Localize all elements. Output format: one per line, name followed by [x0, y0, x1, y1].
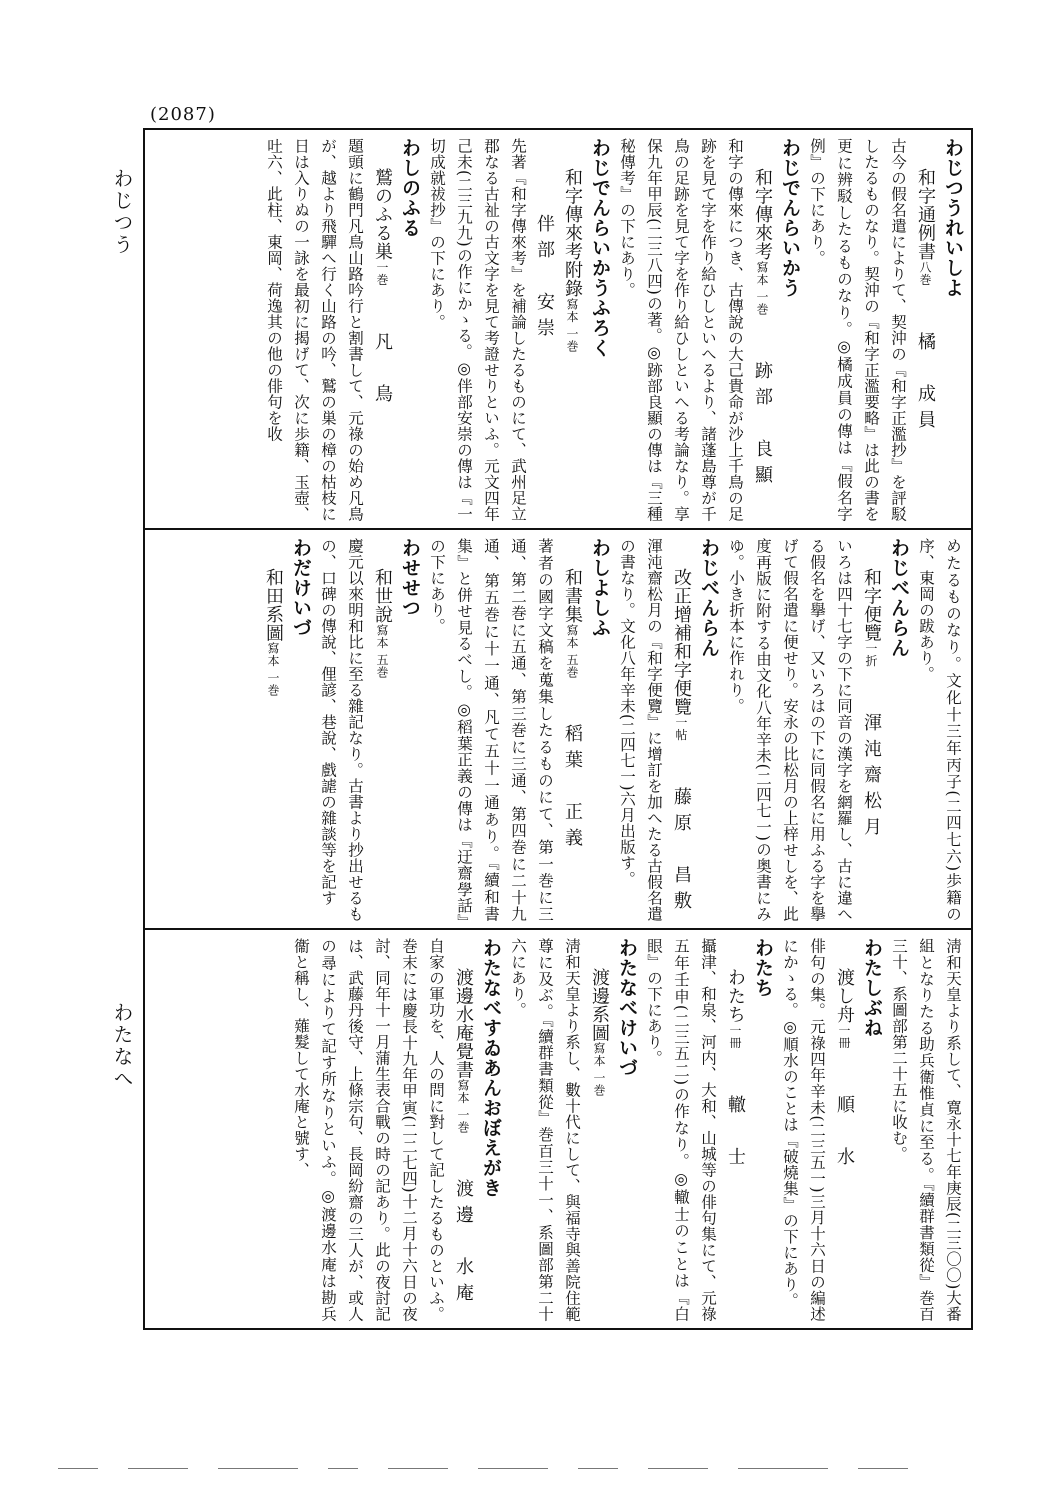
dictionary-entry — [260, 138, 423, 522]
entry-title-line — [368, 538, 396, 922]
entry-title-line — [368, 138, 396, 522]
entry-title-line — [857, 538, 885, 922]
entry-body: 題頭に鶴門凡鳥山路吟行と割書して、元祿の始め凡鳥が、越より飛驒へ行く山路の吟、鷲の巣の樟の枯枝に日は入りぬの一詠を最初に揭げて、次に歩籍、玉壺、吐六、此柱、東岡、荷逸其の他の俳句を收 — [265, 138, 364, 522]
entry-title-line — [911, 138, 939, 522]
volume-count: 寫本 一巻 — [755, 260, 769, 315]
volume-count: 一巻 — [375, 260, 389, 286]
entry-body: 和字の傳來につき、古傳說の大己貴命が沙上千鳥の足跡を見て字を作り給ひしといへるより、諸蓬島尊が千鳥の足跡を見て字を作り給ひしといへる考論なり。享保九年甲辰(二三八四)の著。◎跡部良顯の傳は『三種秘傳考』の下にあり。 — [618, 138, 744, 522]
book-title: 和田系圖 — [263, 568, 284, 642]
book-title: 和字傳來考附錄 — [562, 168, 583, 298]
entry-body: 俳句の集。元祿四年辛未(二三五一)三月十六日の編述にかゝる。◎順水のことは『破燒集』の下にあり。 — [781, 938, 826, 1322]
volume-count: 一折 — [864, 642, 878, 667]
book-title: 渡邊水庵覺書 — [453, 968, 474, 1079]
text-band-middle — [150, 538, 966, 922]
volume-count: 寫本 一巻 — [592, 1042, 606, 1097]
entry-body: いろは四十七字の下に同音の漢字を網羅し、古に違へる假名を擧げ、又いろはの下に同假名に用ふる字を擧げて假名遣に便せり。安永の比松月の上梓せしを、此度再版に附する由文化八年辛未(二四七一)の奥書にみゆ。小き折本に作れり。 — [727, 538, 853, 922]
volume-count: 八巻 — [918, 260, 932, 286]
book-title: 改正增補和字便覽 — [671, 568, 692, 716]
dictionary-entry — [613, 138, 803, 522]
dictionary-entry — [287, 938, 504, 1322]
entry-body: 渾沌齋松月の『和字便覽』に增訂を加へたる古假名遣の書なり。文化八年辛未(二四七一)六月出版す。 — [618, 538, 663, 922]
author-name: 凡 鳥 — [372, 331, 393, 410]
entry-title-line — [259, 538, 287, 922]
book-title: 鷲のふる巣 — [372, 168, 393, 261]
entry-heading: わじつうれいしよ — [942, 138, 964, 298]
text-band-top — [150, 138, 966, 522]
band-divider — [143, 528, 973, 530]
entry-heading: わたなべけいづ — [616, 938, 638, 1078]
band-divider — [143, 928, 973, 930]
page-number: (2087) — [150, 104, 216, 125]
entry-body: 慶元以來明和比に至る雜記なり。古書より抄出せるもの、口碑の傳說、俚諺、巷說、戲謔の雜談等を記す — [319, 538, 364, 922]
entry-title-line — [585, 938, 613, 1322]
book-title: 和字便覽 — [861, 568, 882, 642]
entry-body: 自家の軍功を、人の問に對して記したるものといふ。巻末には慶長十九年甲寅(二二七四)十二月十六日の夜討、同年十一月蒲生表合戰の時の記あり。此の夜討記は、武藤丹後守、上條宗句、長岡紛齋の三人が、或人の尋によりて記す所なりといふ。◎渡邊水庵は勘兵衞と稱し、薙髮して水庵と號す、 — [292, 938, 445, 1322]
author-name: 伴部 安崇 — [534, 214, 555, 344]
dictionary-entry — [423, 538, 613, 922]
entry-title-line — [830, 938, 858, 1322]
dictionary-entry — [504, 938, 640, 1322]
volume-count: 一帖 — [674, 716, 688, 741]
volume-count: 寫本 一巻 — [266, 642, 280, 697]
book-title: わたち — [725, 968, 746, 1024]
dictionary-entry — [613, 538, 722, 922]
dictionary-entry — [803, 138, 966, 522]
entry-body: 著者の國字文稿を蒐集したるものにて、第一巻に三通、第二巻に五通、第三巻に三通、第四巻に二十九通、第五巻に十一通、凡て五十一通あり。『續和書集』と併せ見るべし。◎稻葉正義の傳は『迂齋學話』の下にあり。 — [428, 538, 554, 922]
entry-body: 古今の假名遣によりて、契沖の『和字正濫抄』を評駁したるものなり。契沖の『和字正濫要略』は此の書を更に辨駁したるものなり。◎橘成員の傳は『假名字例』の下にあり。 — [808, 138, 907, 522]
entry-body: 淸和天皇より系して、寛永十七年庚辰(二三〇〇)大番組となりたる助兵衛惟貞に至る。『續群書類從』巻百三十、系圖部第二十五に收む。 — [890, 938, 962, 1322]
entry-heading: わしのふる — [399, 138, 421, 238]
entry-heading: わたなべすゐあんおぼえがき — [480, 938, 502, 1198]
volume-count: 寫本 一巻 — [456, 1079, 470, 1134]
dictionary-entry — [259, 538, 314, 922]
entry-title-line — [748, 138, 776, 522]
entry-title-line — [558, 538, 586, 922]
entry-body: めたるものなり。文化十三年丙子(二四七六)歩籍の序、東岡の跋あり。 — [917, 538, 962, 922]
volume-count: 寫本 五巻 — [375, 623, 389, 678]
dictionary-entry — [885, 938, 966, 1322]
entry-title-line — [667, 538, 695, 922]
book-title: 渡邊系圖 — [589, 968, 610, 1042]
entry-title-line — [531, 138, 586, 522]
author-name: 轍 士 — [725, 1094, 746, 1173]
footer-rule — [58, 1468, 1008, 1478]
entry-heading: わたしぶね — [861, 938, 883, 1038]
author-name: 藤原 昌敷 — [671, 787, 692, 917]
dictionary-entry — [912, 538, 966, 922]
book-title: 渡し舟 — [834, 968, 855, 1024]
volume-count: 寫本 一巻 — [565, 297, 579, 352]
running-head-bottom: わたなへ — [110, 1002, 134, 1090]
dictionary-entry — [314, 538, 423, 922]
dictionary-entry — [776, 938, 885, 1322]
author-name: 橘 成員 — [915, 331, 936, 436]
entry-heading: わたち — [752, 938, 774, 998]
text-band-bottom — [150, 938, 966, 1322]
running-head-top: わじつう — [110, 168, 134, 256]
entry-title-line — [449, 938, 477, 1322]
entry-heading: わじでんらいかうふろく — [589, 138, 611, 358]
author-name: 順 水 — [834, 1094, 855, 1173]
book-title: 和書集 — [562, 568, 583, 624]
book-title: 和字通例書 — [915, 168, 936, 261]
author-name: 渾沌齋松月 — [861, 713, 882, 843]
volume-count: 一冊 — [728, 1023, 742, 1049]
entry-body: 淸和天皇より系し、數十代にして、與福寺與善院住範尊に及ぶ。『續群書類從』巻百三十一、系圖部第二十六にあり。 — [509, 938, 581, 1322]
entry-heading: わじべんらん — [698, 538, 720, 658]
dictionary-entry — [722, 538, 912, 922]
entry-heading: わだけいづ — [290, 538, 312, 638]
book-title: 和字傳來考 — [752, 168, 773, 261]
entry-body: 攝津、和泉、河内、大和、山城等の俳句集にて、元祿五年壬申(二三五二)の作なり。◎轍士のことは『白眼』の下にあり。 — [645, 938, 717, 1322]
book-title: 和世說 — [372, 568, 393, 624]
entry-heading: わじでんらいかう — [779, 138, 801, 298]
author-name: 跡部 良顯 — [752, 360, 773, 491]
entry-heading: わしよしふ — [589, 538, 611, 638]
entry-heading: わせせつ — [399, 538, 421, 618]
author-name: 稻葉 正義 — [562, 723, 583, 854]
entry-title-line — [721, 938, 749, 1322]
volume-count: 寫本 五巻 — [565, 623, 579, 678]
author-name: 渡邊 水庵 — [453, 1179, 474, 1310]
volume-count: 一冊 — [837, 1023, 851, 1049]
entry-body: 先著『和字傳來考』を補論したるものにて、武州足立郡なる古祉の古文字を見て考證せりといふ。元文四年己未(二三九九)の作にかゝる。◎伴部安崇の傳は『一切成就祓抄』の下にあり。 — [428, 138, 527, 522]
entry-heading: わじべんらん — [888, 538, 910, 658]
dictionary-entry — [423, 138, 613, 522]
dictionary-entry — [640, 938, 776, 1322]
